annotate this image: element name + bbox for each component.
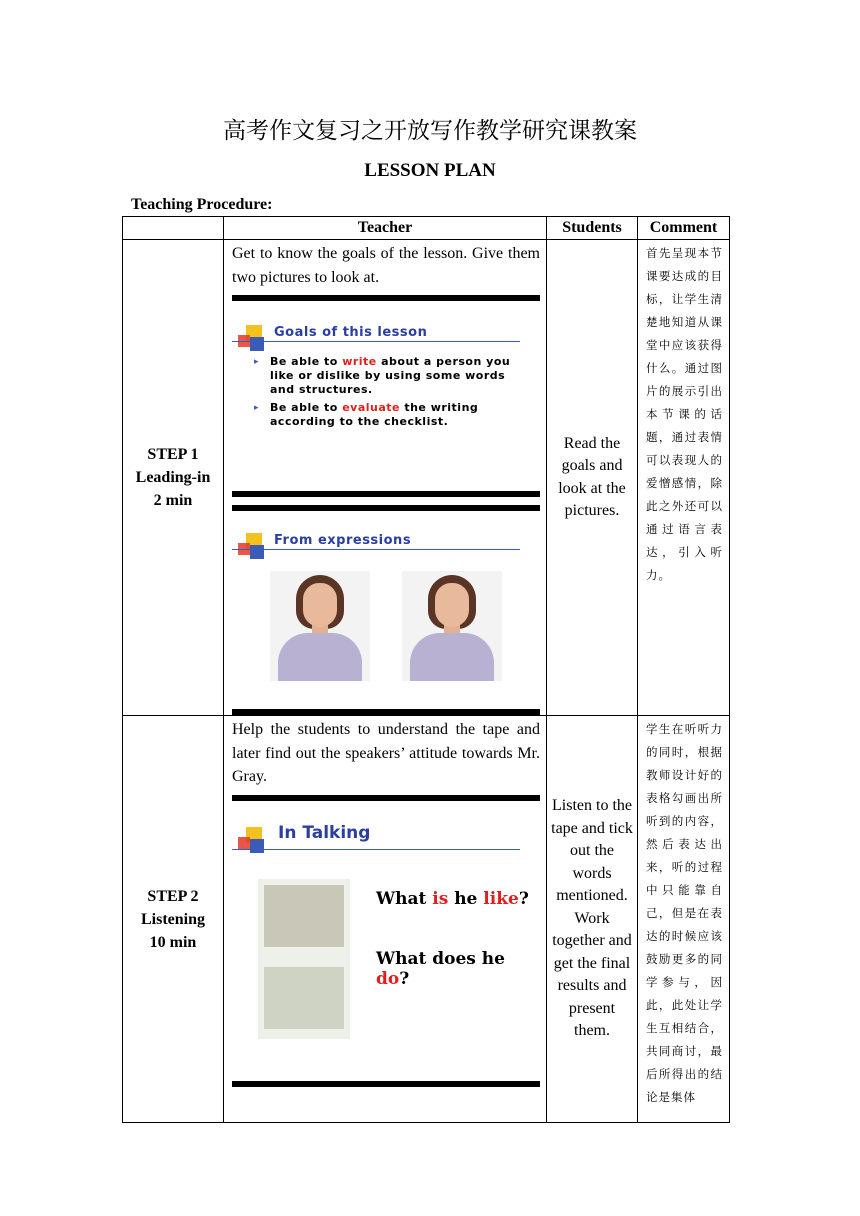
teacher-cell <box>224 240 547 716</box>
step-name: Listening <box>140 910 205 928</box>
slide-border <box>232 709 540 715</box>
step-number: STEP 2 <box>147 887 199 905</box>
slide-border <box>232 1081 540 1087</box>
slide-title: In Talking <box>278 822 371 843</box>
table-row <box>123 716 730 1123</box>
comment-cell: 首先呈现本节课要达成的目标，让学生清楚地知道从课堂中应该获得什么。通过图片的展示引出本节课的话题，通过表情可以表现人的爱憎感情，除此之外还可以通过语言表达，引入听力。 <box>638 240 730 716</box>
slide-title: From expressions <box>274 533 412 548</box>
students-cell: Read the goals and look at the pictures. <box>547 240 638 716</box>
slide-divider <box>232 549 520 550</box>
slide-header <box>232 533 540 563</box>
table-row <box>123 240 730 716</box>
question-text: What is he like? <box>376 888 529 909</box>
frowning-face-photo <box>402 571 502 681</box>
slide-title: Goals of this lesson <box>274 325 428 340</box>
logo-square-icon <box>250 337 264 351</box>
step-cell <box>123 716 224 1123</box>
slide-divider <box>232 341 520 342</box>
step-name: Leading-in <box>135 469 211 486</box>
bullet-item: ▸ Be able to write about a person you like or dislike by using some words and structures. <box>270 355 520 397</box>
teacher-text: Help the students to understand the tape and later find out the speakers’ attitude towards Mr. Gray. <box>232 721 540 785</box>
lesson-plan-table <box>122 216 730 1123</box>
logo-square-icon <box>250 545 264 559</box>
document-subtitle: LESSON PLAN <box>364 160 496 181</box>
smiling-face-photo <box>270 571 370 681</box>
teacher-cell <box>224 716 547 1123</box>
question-text: What does he do? <box>376 948 505 989</box>
slide-header <box>232 325 540 355</box>
header-teacher: Teacher <box>224 217 547 240</box>
cartoon-illustration <box>258 879 350 1039</box>
header-step <box>123 217 224 240</box>
logo-square-icon <box>238 837 250 849</box>
goals-slide <box>232 301 540 491</box>
faces-area <box>232 563 540 693</box>
talking-slide <box>232 801 540 1081</box>
slide-divider <box>232 849 520 850</box>
students-cell: Listen to the tape and tick out the words mentioned. Work together and get the final results and present them. <box>547 716 638 1123</box>
procedure-label: Teaching Procedure: <box>131 196 273 213</box>
header-students: Students <box>547 217 638 240</box>
header-row <box>123 217 730 240</box>
comment-cell: 学生在听听力的同时，根据教师设计好的表格勾画出所听到的内容，然后表达出来，听的过程中只能靠自己，但是在表达的时候应该鼓励更多的同学参与，因此，此处让学生互相结合，共同商讨，最后所得出的结论是集体 <box>638 716 730 1123</box>
logo-square-icon <box>250 839 264 853</box>
document-title: 高考作文复习之开放写作教学研究课教案 <box>223 118 637 144</box>
header-comment: Comment <box>638 217 730 240</box>
teacher-text: Get to know the goals of the lesson. Give them two pictures to look at. <box>232 245 540 286</box>
step-cell <box>123 240 224 716</box>
bullet-item: ▸ Be able to evaluate the writing according to the checklist. <box>270 401 520 429</box>
step-time: 2 min <box>153 492 193 509</box>
slide-bullets <box>232 355 540 429</box>
step-number: STEP 1 <box>147 446 199 463</box>
expressions-slide <box>232 511 540 709</box>
step-time: 10 min <box>149 933 197 951</box>
